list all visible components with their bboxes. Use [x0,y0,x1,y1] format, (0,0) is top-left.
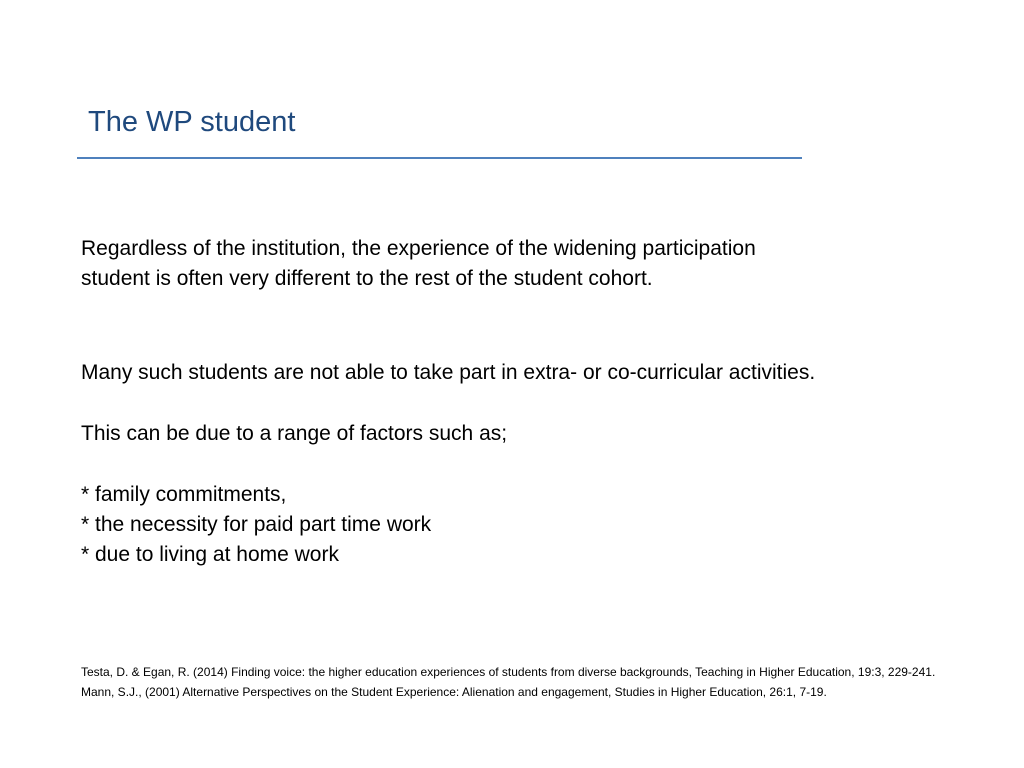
factors-list [81,480,431,570]
factor-item-paid-work: * the necessity for paid part time work [81,513,432,536]
reference-mann: Mann, S.J., (2001) Alternative Perspectives on the Student Experience: Alienation and engagement, Studies in Higher Education, 26:1, 7-19. [81,685,827,699]
factor-item-family: * family commitments, [81,483,287,506]
intro-paragraph-line-1: Regardless of the institution, the experience of the widening participation [81,237,756,260]
intro-paragraph [81,234,756,294]
factor-item-living-at-home: * due to living at home work [81,543,339,566]
reference-testa-egan: Testa, D. & Egan, R. (2014) Finding voice: the higher education experiences of students from diverse backgrounds, Teaching in Higher Education, 19:3, 229-241. [81,665,936,679]
title-divider [77,157,802,159]
intro-paragraph-line-2: student is often very different to the rest of the student cohort. [81,267,653,290]
references [81,662,935,702]
slide-title: The WP student [88,106,296,138]
factors-intro-paragraph: This can be due to a range of factors such as; [81,422,508,445]
activities-paragraph: Many such students are not able to take part in extra- or co-curricular activities. [81,361,816,384]
